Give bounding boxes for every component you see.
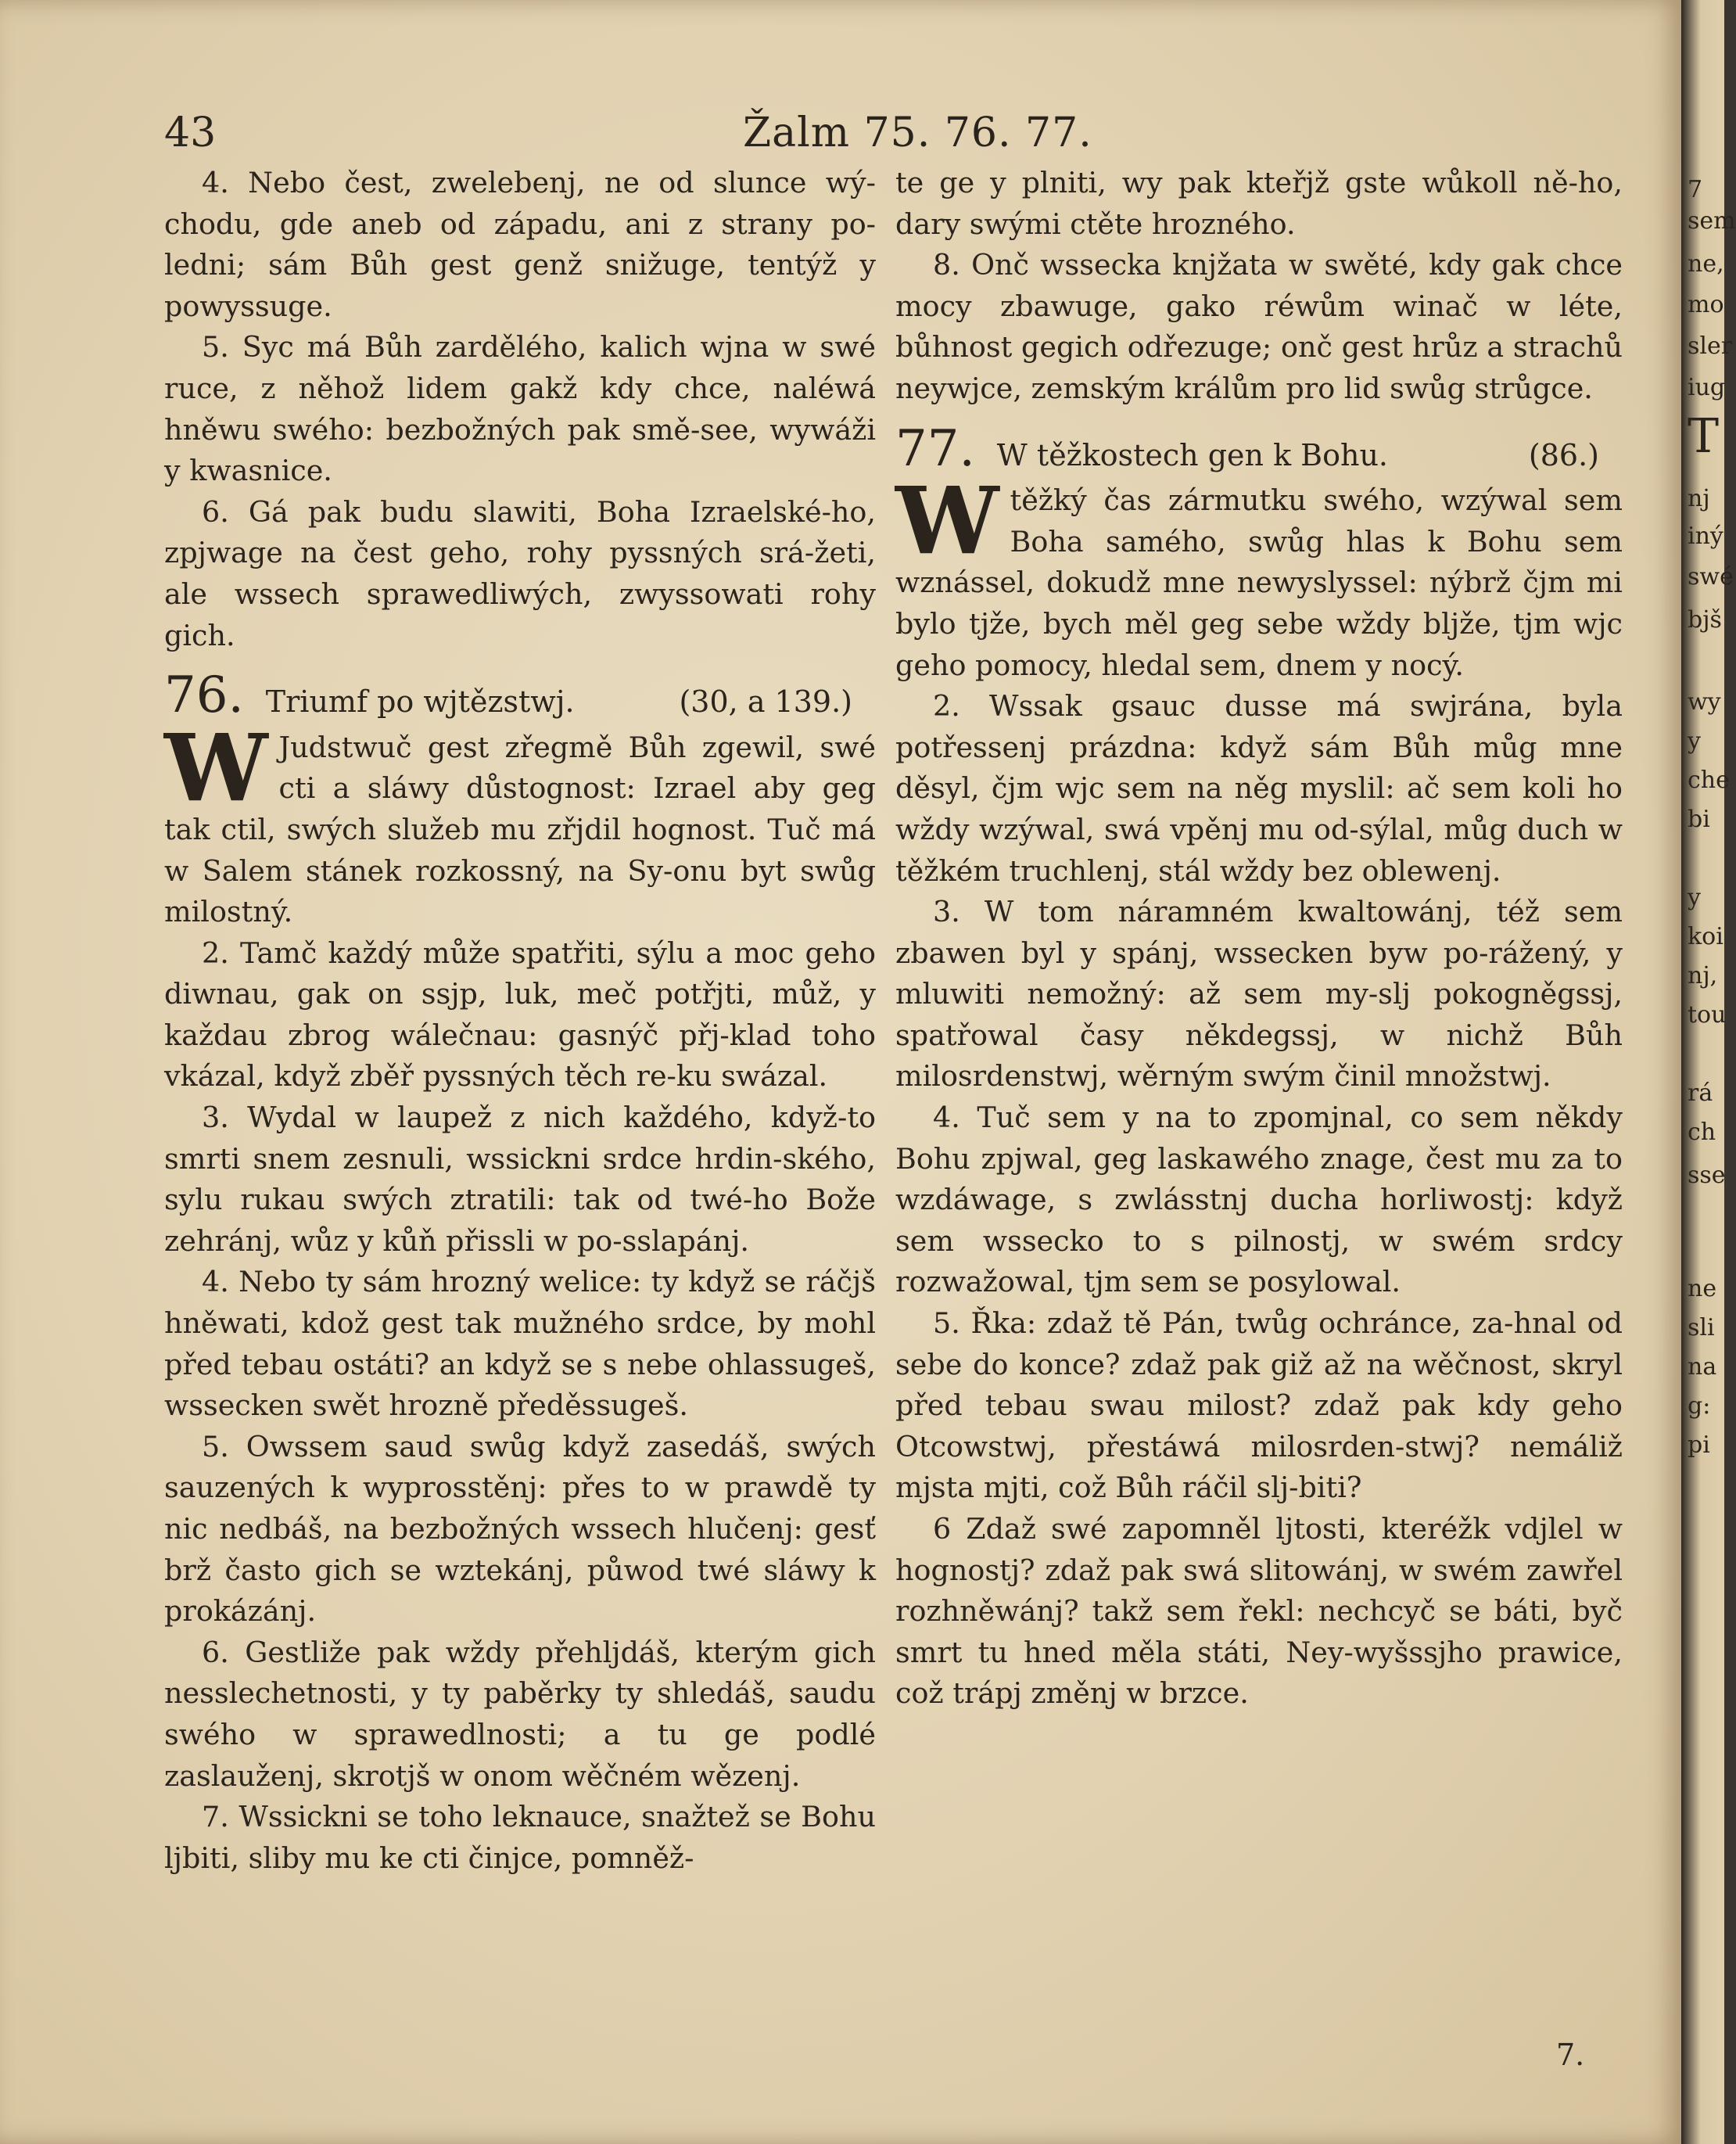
verse-76-6: 6. Gestliže pak wždy přehljdáš, kterým gich nesslechetnosti, y ty paběrky ty shledáš, saudu swého w sprawedlnosti; a tu ge podlé zaslauženj, skrotjš w onom wěčném wězenj. — [164, 1635, 876, 1793]
next-page-fragment: iug — [1688, 374, 1726, 401]
next-page-fragment: T — [1688, 409, 1720, 464]
left-column — [164, 163, 876, 1879]
psalm-number: 77. — [895, 419, 975, 478]
next-page-fragment: rá — [1688, 1079, 1713, 1107]
catchword: 7. — [1556, 2038, 1585, 2072]
verse-text: Judstwuč gest zřegmě Bůh zgewil, swé cti a sláwy důstognost: Izrael aby geg tak ctil, swých služeb mu zřjdil hognost. Tuč má w Salem stánek rozkossný, na Sy-onu byt swůg milostný. — [164, 730, 876, 929]
verse-77-2: 2. Wssak gsauc dusse má swjrána, byla potřessenj prázdna: když sám Bůh můg mne děsyl, čjm wjc sem na něg myslil: ač sem koli ho wždy wzýwal, swá vpěnj mu od-sýlal, můg duch w těžkém truchlenj, stál wždy bez oblewenj. — [895, 689, 1623, 888]
verse-77-4: 4. Tuč sem y na to zpomjnal, co sem někdy Bohu zpjwal, geg laskawého znage, čest mu za to wzdáwage, s zwlásstnj ducha horliwostj: když sem wssecko to s pilnostj, w swém srdcy rozwažowal, tjm sem se posylowal. — [895, 1101, 1623, 1299]
verse-77-6: 6 Zdaž swé zapomněl ljtosti, kteréžk vdjlel w hognostj? zdaž pak swá slitowánj, w swém zawřel rozhněwánj? takž sem řekl: nechcyč se báti, byč smrt tu hned měla státi, Ney-wyšssjho prawice, což trápj změnj w brzce. — [895, 1512, 1623, 1711]
psalm-title: W těžkostech gen k Bohu. — [996, 437, 1388, 472]
verse-76-8: 8. Onč wssecka knjžata w swěté, kdy gak chce mocy zbawuge, gako réwům winač w léte, bůhnost gegich odřezuge; onč gest hrůz a strachů neywjce, zemským králům pro lid swůg strůgce. — [895, 248, 1623, 405]
psalm-76-heading — [164, 666, 876, 725]
next-page-fragment: ne — [1688, 1275, 1717, 1302]
psalm-number: 76. — [164, 666, 244, 725]
next-page-fragment: sler — [1688, 332, 1733, 360]
verse-text: těžký čas zármutku swého, wzýwal sem Boha samého, swůg hlas k Bohu sem wznássel, dokudž mne newyslyssel: nýbrž čjm mi bylo tjže, bych měl geg sebe wždy bljže, tjm wjc geho pomocy, hledal sem, dnem y nocý. — [895, 483, 1623, 682]
verse-76-1 — [164, 713, 876, 933]
verse-75-6: 6. Gá pak budu slawiti, Boha Izraelské-ho, zpjwage na čest geho, rohy pyssných srá-žeti, ale wssech sprawedliwých, zwyssowati rohy gich. — [164, 494, 876, 652]
next-page-fragment: nj, — [1688, 962, 1718, 989]
next-page-fragment: bi — [1688, 806, 1710, 833]
psalm-77-heading — [895, 419, 1623, 478]
verse-77-5: 5. Řka: zdaž tě Pán, twůg ochránce, za-hnal od sebe do konce? zdaž pak giž až na wěčnost, skryl před tebau swau milost? zdaž pak kdy geho Otcowstwj, přestáwá milosrden-stwj? nemáliž mjsta mjti, což Bůh ráčil slj-biti? — [895, 1306, 1623, 1505]
next-page-fragment: 7 — [1688, 176, 1703, 203]
psalm-reference: (86.) — [1528, 437, 1599, 472]
drop-cap: W — [895, 466, 999, 576]
verse-76-7-continuation: te ge y plniti, wy pak kteřjž gste wůkoll ně-ho, dary swými ctěte hrozného. — [895, 166, 1623, 241]
next-page-fragment: koi — [1688, 923, 1723, 950]
next-page-edge — [1681, 0, 1736, 2144]
verse-76-7: 7. Wssickni se toho leknauce, snažtež se Bohu ljbiti, sliby mu ke cti činjce, pomněž- — [164, 1800, 876, 1875]
verse-76-3: 3. Wydal w laupež z nich každého, když-to smrti snem zesnuli, wssickni srdce hrdin-ského, sylu rukau swých ztratili: tak od twé-ho Bože zehránj, wůz y kůň přissli w po-sslapánj. — [164, 1101, 876, 1258]
verse-76-2: 2. Tamč každý může spatřiti, sýlu a moc geho diwnau, gak on ssjp, luk, meč potřjti, můž, y každau zbrog wálečnau: gasnýč přj-klad toho vkázal, když zběř pyssných těch re-ku swázal. — [164, 936, 876, 1094]
next-page-fragment: nj — [1688, 485, 1710, 512]
next-page-fragment: iný — [1688, 523, 1723, 550]
verse-75-5: 5. Syc má Bůh zardělého, kalich wjna w swé ruce, z něhož lidem gakž kdy chce, naléwá hněwu swého: bezbožných pak smě-see, wywáži y kwasnice. — [164, 330, 876, 488]
page-number: 43 — [164, 110, 217, 156]
next-page-fragment: y — [1688, 884, 1701, 911]
next-page-fragment: tou — [1688, 1001, 1727, 1029]
next-page-fragment: g: — [1688, 1392, 1711, 1420]
psalm-title: Triumf po wjtězstwj. — [265, 684, 575, 720]
next-page-fragment: bjš — [1688, 606, 1722, 634]
verse-76-4: 4. Nebo ty sám hrozný welice: ty když se ráčjš hněwati, kdož gest tak mužného srdce, by mohl před tebau ostáti? an když se s nebe ohlassugeš, wssecken swět hrozně předěssugeš. — [164, 1265, 876, 1423]
next-page-fragment: y — [1688, 727, 1701, 755]
next-page-fragment: che — [1688, 767, 1730, 794]
next-page-fragment: na — [1688, 1353, 1717, 1381]
running-title: Žalm 75. 76. 77. — [743, 110, 1092, 156]
next-page-fragment: ne, — [1688, 250, 1724, 278]
verse-77-1 — [895, 466, 1623, 686]
next-page-fragment: sli — [1688, 1314, 1715, 1341]
psalm-reference: (30, a 139.) — [679, 684, 852, 720]
verse-76-5: 5. Owssem saud swůg když zasedáš, swých sauzených k wyprosstěnj: přes to w prawdě ty nic nedbáš, na bezbožných wssech hlučenj: gesť brž často gich se wztekánj, půwod twé sláwy k prokázánj. — [164, 1429, 876, 1629]
next-page-fragment: ch — [1688, 1119, 1716, 1146]
next-page-fragment: pi — [1688, 1431, 1710, 1459]
drop-cap: W — [164, 713, 268, 822]
next-page-fragment: swé — [1688, 563, 1734, 591]
next-page-fragment: mo — [1688, 291, 1724, 318]
right-column — [895, 163, 1623, 1715]
next-page-fragment: wy — [1688, 688, 1721, 716]
verse-77-3: 3. W tom náramném kwaltowánj, též sem zbawen byl y spánj, wssecken byw po-rážený, y mluwiti nemožný: až sem my-slj pokogněgssj, spatřowal časy někdegssj, w nichž Bůh milosrdenstwj, wěrným swým činil množstwj. — [895, 895, 1623, 1094]
verse-75-4: 4. Nebo čest, zwelebenj, ne od slunce wý-chodu, gde aneb od západu, ani z strany po-ledni; sám Bůh gest genž snižuge, tentýž y powyssuge. — [164, 166, 876, 323]
next-page-fragment: sem — [1688, 207, 1736, 235]
next-page-fragment: sse — [1688, 1162, 1726, 1189]
